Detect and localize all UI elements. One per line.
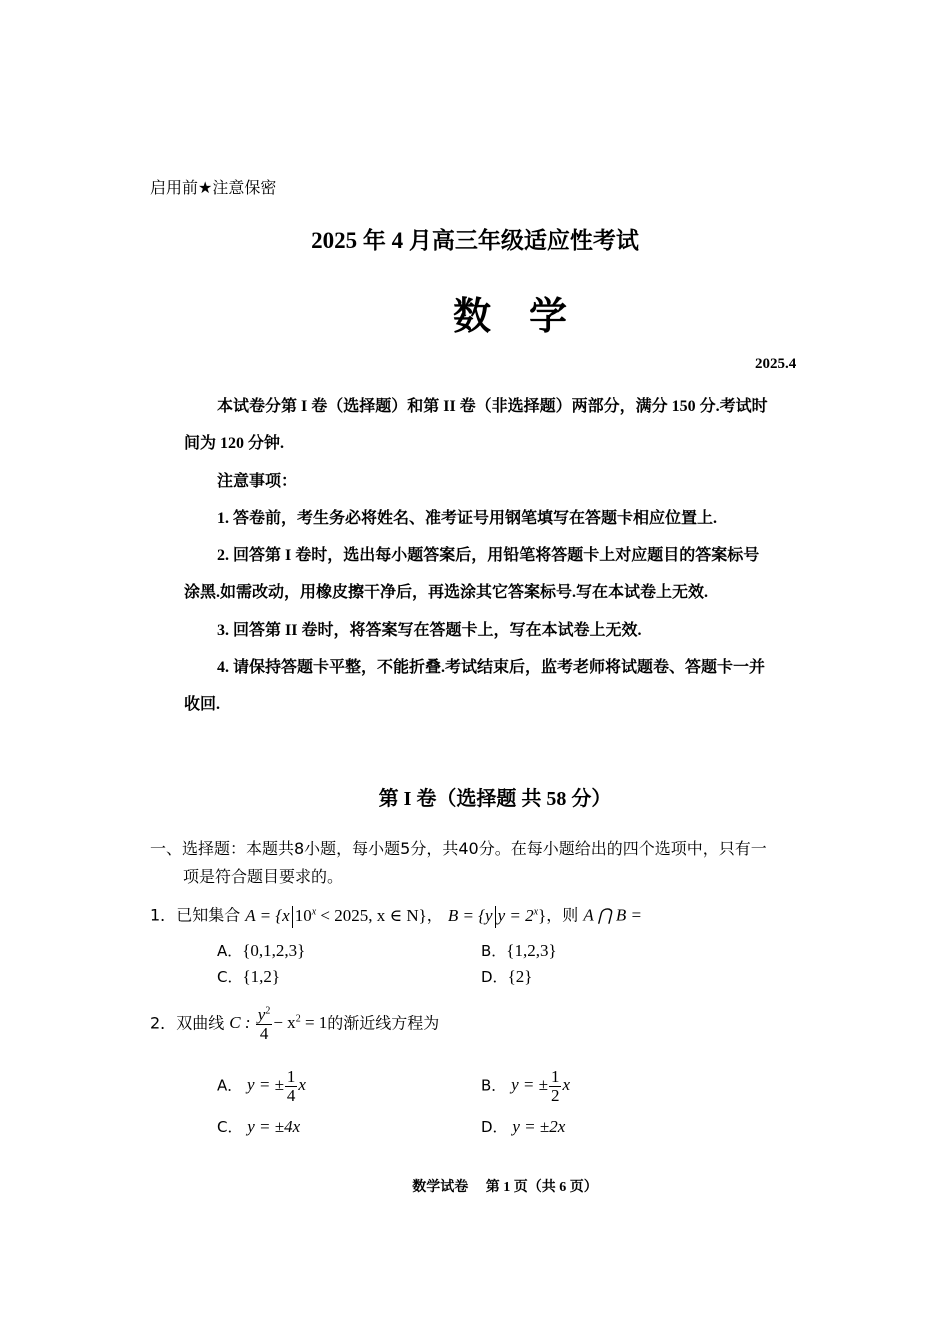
q1-option-d: D．{2} (481, 967, 533, 986)
intro-line-1: 本试卷分第 I 卷（选择题）和第 II 卷（非选择题）两部分，满分 150 分.考试时 (217, 398, 768, 415)
q1-option-a: A．{0,1,2,3} (217, 941, 306, 960)
question-1 (150, 900, 642, 928)
intro-line-2: 间为 120 分钟. (184, 435, 285, 452)
question-1-prefix: 已知集合 (176, 905, 241, 925)
q1-option-b: B．{1,2,3} (481, 941, 557, 960)
question-2-suffix: 的渐近线方程为 (327, 1013, 440, 1033)
question-2-equation: C : $\frac{y^2}{4}$ − $x^2 = 1$ (229, 1005, 328, 1043)
subject-title: 数 学 (452, 296, 567, 338)
notice-item-2-line-1: 2. 回答第 I 卷时，选出每小题答案后，用铅笔将答题卡上对应题目的答案标号 (217, 547, 760, 564)
question-1-then: ，则 (546, 905, 579, 925)
notice-item-3: 3. 回答第 II 卷时，将答案写在答题卡上，写在本试卷上无效. (217, 622, 642, 639)
question-2-number: 2． (150, 1013, 177, 1033)
question-2-prefix: 双曲线 (176, 1013, 225, 1033)
notice-item-4-line-1: 4. 请保持答题卡平整，不能折叠.考试结束后，监考老师将试题卷、答题卡一并 (217, 659, 766, 676)
q2-option-c: C． y = ±4x (217, 1117, 301, 1136)
q2-option-d: D． y = ±2x (481, 1117, 566, 1136)
part1-title: 第 I 卷（选择题 共 58 分） (378, 788, 612, 810)
question-1-set-a: A = {x $10^x < 2025$, x ∈ N} (245, 906, 426, 925)
section-instructions-line-1: 一、选择题：本题共8小题，每小题5分，共40分。在每小题给出的四个选项中，只有一 (150, 839, 767, 858)
question-1-comma: ， (426, 905, 443, 925)
notice-heading: 注意事项： (217, 473, 298, 490)
confidential-label: 启用前★注意保密 (150, 178, 277, 197)
exam-title: 2025 年 4 月高三年级适应性考试 (311, 228, 639, 253)
q2-option-a: A． y = ± $\frac{1}{4}$ x (217, 1067, 306, 1105)
section-instructions-line-2: 项是符合题目要求的。 (183, 867, 344, 886)
q1-option-c: C．{1,2} (217, 967, 281, 986)
question-1-number: 1． (150, 905, 177, 925)
page-footer: 数学试卷 第 1 页（共 6 页） (412, 1180, 598, 1195)
q2-option-b: B． y = ± $\frac{1}{2}$ x (481, 1067, 570, 1105)
exam-date: 2025.4 (755, 356, 797, 372)
question-2 (150, 1006, 439, 1043)
question-1-expression: A ⋂ B = (583, 905, 642, 925)
question-1-set-b: B = {y $y = 2^x$} (448, 906, 546, 925)
notice-item-1: 1. 答卷前，考生务必将姓名、准考证号用钢笔填写在答题卡相应位置上. (217, 510, 718, 527)
notice-item-2-line-2: 涂黑.如需改动，用橡皮擦干净后，再选涂其它答案标号.写在本试卷上无效. (184, 584, 709, 601)
notice-item-4-line-2: 收回. (184, 696, 221, 713)
